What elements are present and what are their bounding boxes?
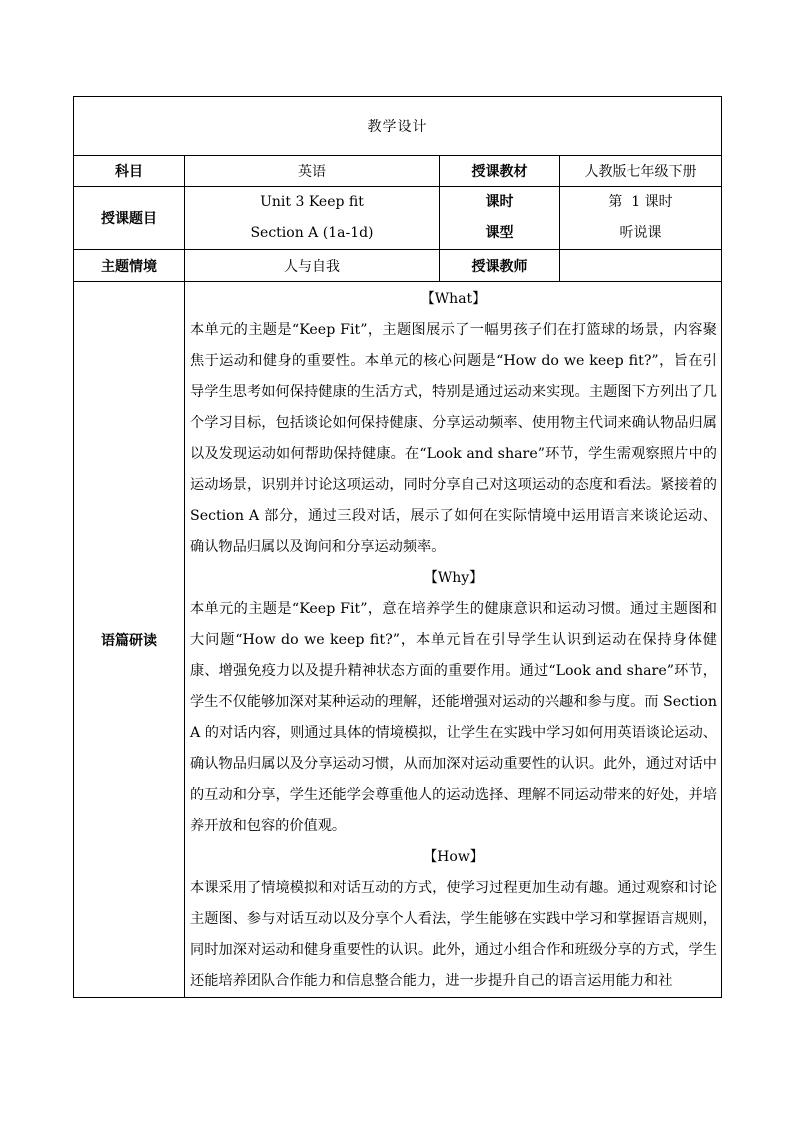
textbook-label: 授课教材 [440, 156, 560, 187]
period-type-labels [440, 187, 560, 250]
document-title: 教学设计 [74, 97, 722, 156]
subject-value: 英语 [185, 156, 440, 187]
how-paragraph: 本课采用了情境模拟和对话互动的方式，使学习过程更加生动有趣。通过观察和讨论主题图、参与对话互动以及分享个人看法，学生能够在实践中学习和掌握语言规则，同时加深对运动和健身重要性的认识。此外，通过小组合作和班级分享的方式，学生还能培养团队合作能力和信息整合能力，进一步提升自己的语言运用能力和社 [190, 880, 717, 989]
topic-value-line1: Unit 3 Keep fit [260, 194, 364, 210]
topic-value-line2: Section A (1a-1d) [250, 225, 374, 241]
why-paragraph: 本单元的主题是“Keep Fit”，意在培养学生的健康意识和运动习惯。通过主题图和大问题“How do we keep fit?”，本单元旨在引导学生认识到运动在保持身体健康、增强免疫力以及提升精神状态方面的重要作用。通过“Look and share”环节，学生不仅能够加深对某种运动的理解，还能增强对运动的兴趣和参与度。而 Section A 的对话内容，则通过具体的情境模拟，让学生在实践中学习如何用英语谈论运动、确认物品归属以及分享运动习惯，从而加深对运动重要性的认识。此外，通过对话中的互动和分享，学生还能学会尊重他人的运动选择、理解不同运动带来的好处，并培养开放和包容的价值观。 [190, 601, 717, 834]
analysis-label: 语篇研读 [74, 282, 185, 998]
topic-value [185, 187, 440, 250]
teacher-value [560, 250, 722, 282]
textbook-value: 人教版七年级下册 [560, 156, 722, 187]
period-label: 课时 [485, 194, 514, 210]
period-type-values [560, 187, 722, 250]
teacher-label: 授课教师 [440, 250, 560, 282]
topic-label: 授课题目 [74, 187, 185, 250]
why-heading: 【Why】 [423, 570, 484, 586]
theme-value: 人与自我 [185, 250, 440, 282]
type-value: 听说课 [619, 225, 662, 241]
subject-label: 科目 [74, 156, 185, 187]
lesson-plan-table [73, 96, 722, 998]
period-value: 第 1 课时 [608, 194, 673, 210]
what-paragraph: 本单元的主题是“Keep Fit”，主题图展示了一幅男孩子们在打篮球的场景，内容聚焦于运动和健身的重要性。本单元的核心问题是“How do we keep fit?”，旨在引导学生思考如何保持健康的生活方式，特别是通过运动来实现。主题图下方列出了几个学习目标，包括谈论如何保持健康、分享运动频率、使用物主代词来确认物品归属以及发现运动如何帮助保持健康。在“Look and share”环节，学生需观察照片中的运动场景，识别并讨论这项运动，同时分享自己对这项运动的态度和看法。紧接着的 Section A 部分，通过三段对话，展示了如何在实际情境中运用语言来谈论运动、确认物品归属以及询问和分享运动频率。 [190, 322, 717, 555]
analysis-content [185, 282, 722, 998]
type-label: 课型 [485, 225, 514, 241]
how-heading: 【How】 [423, 849, 484, 865]
theme-label: 主题情境 [74, 250, 185, 282]
what-heading: 【What】 [420, 291, 487, 307]
